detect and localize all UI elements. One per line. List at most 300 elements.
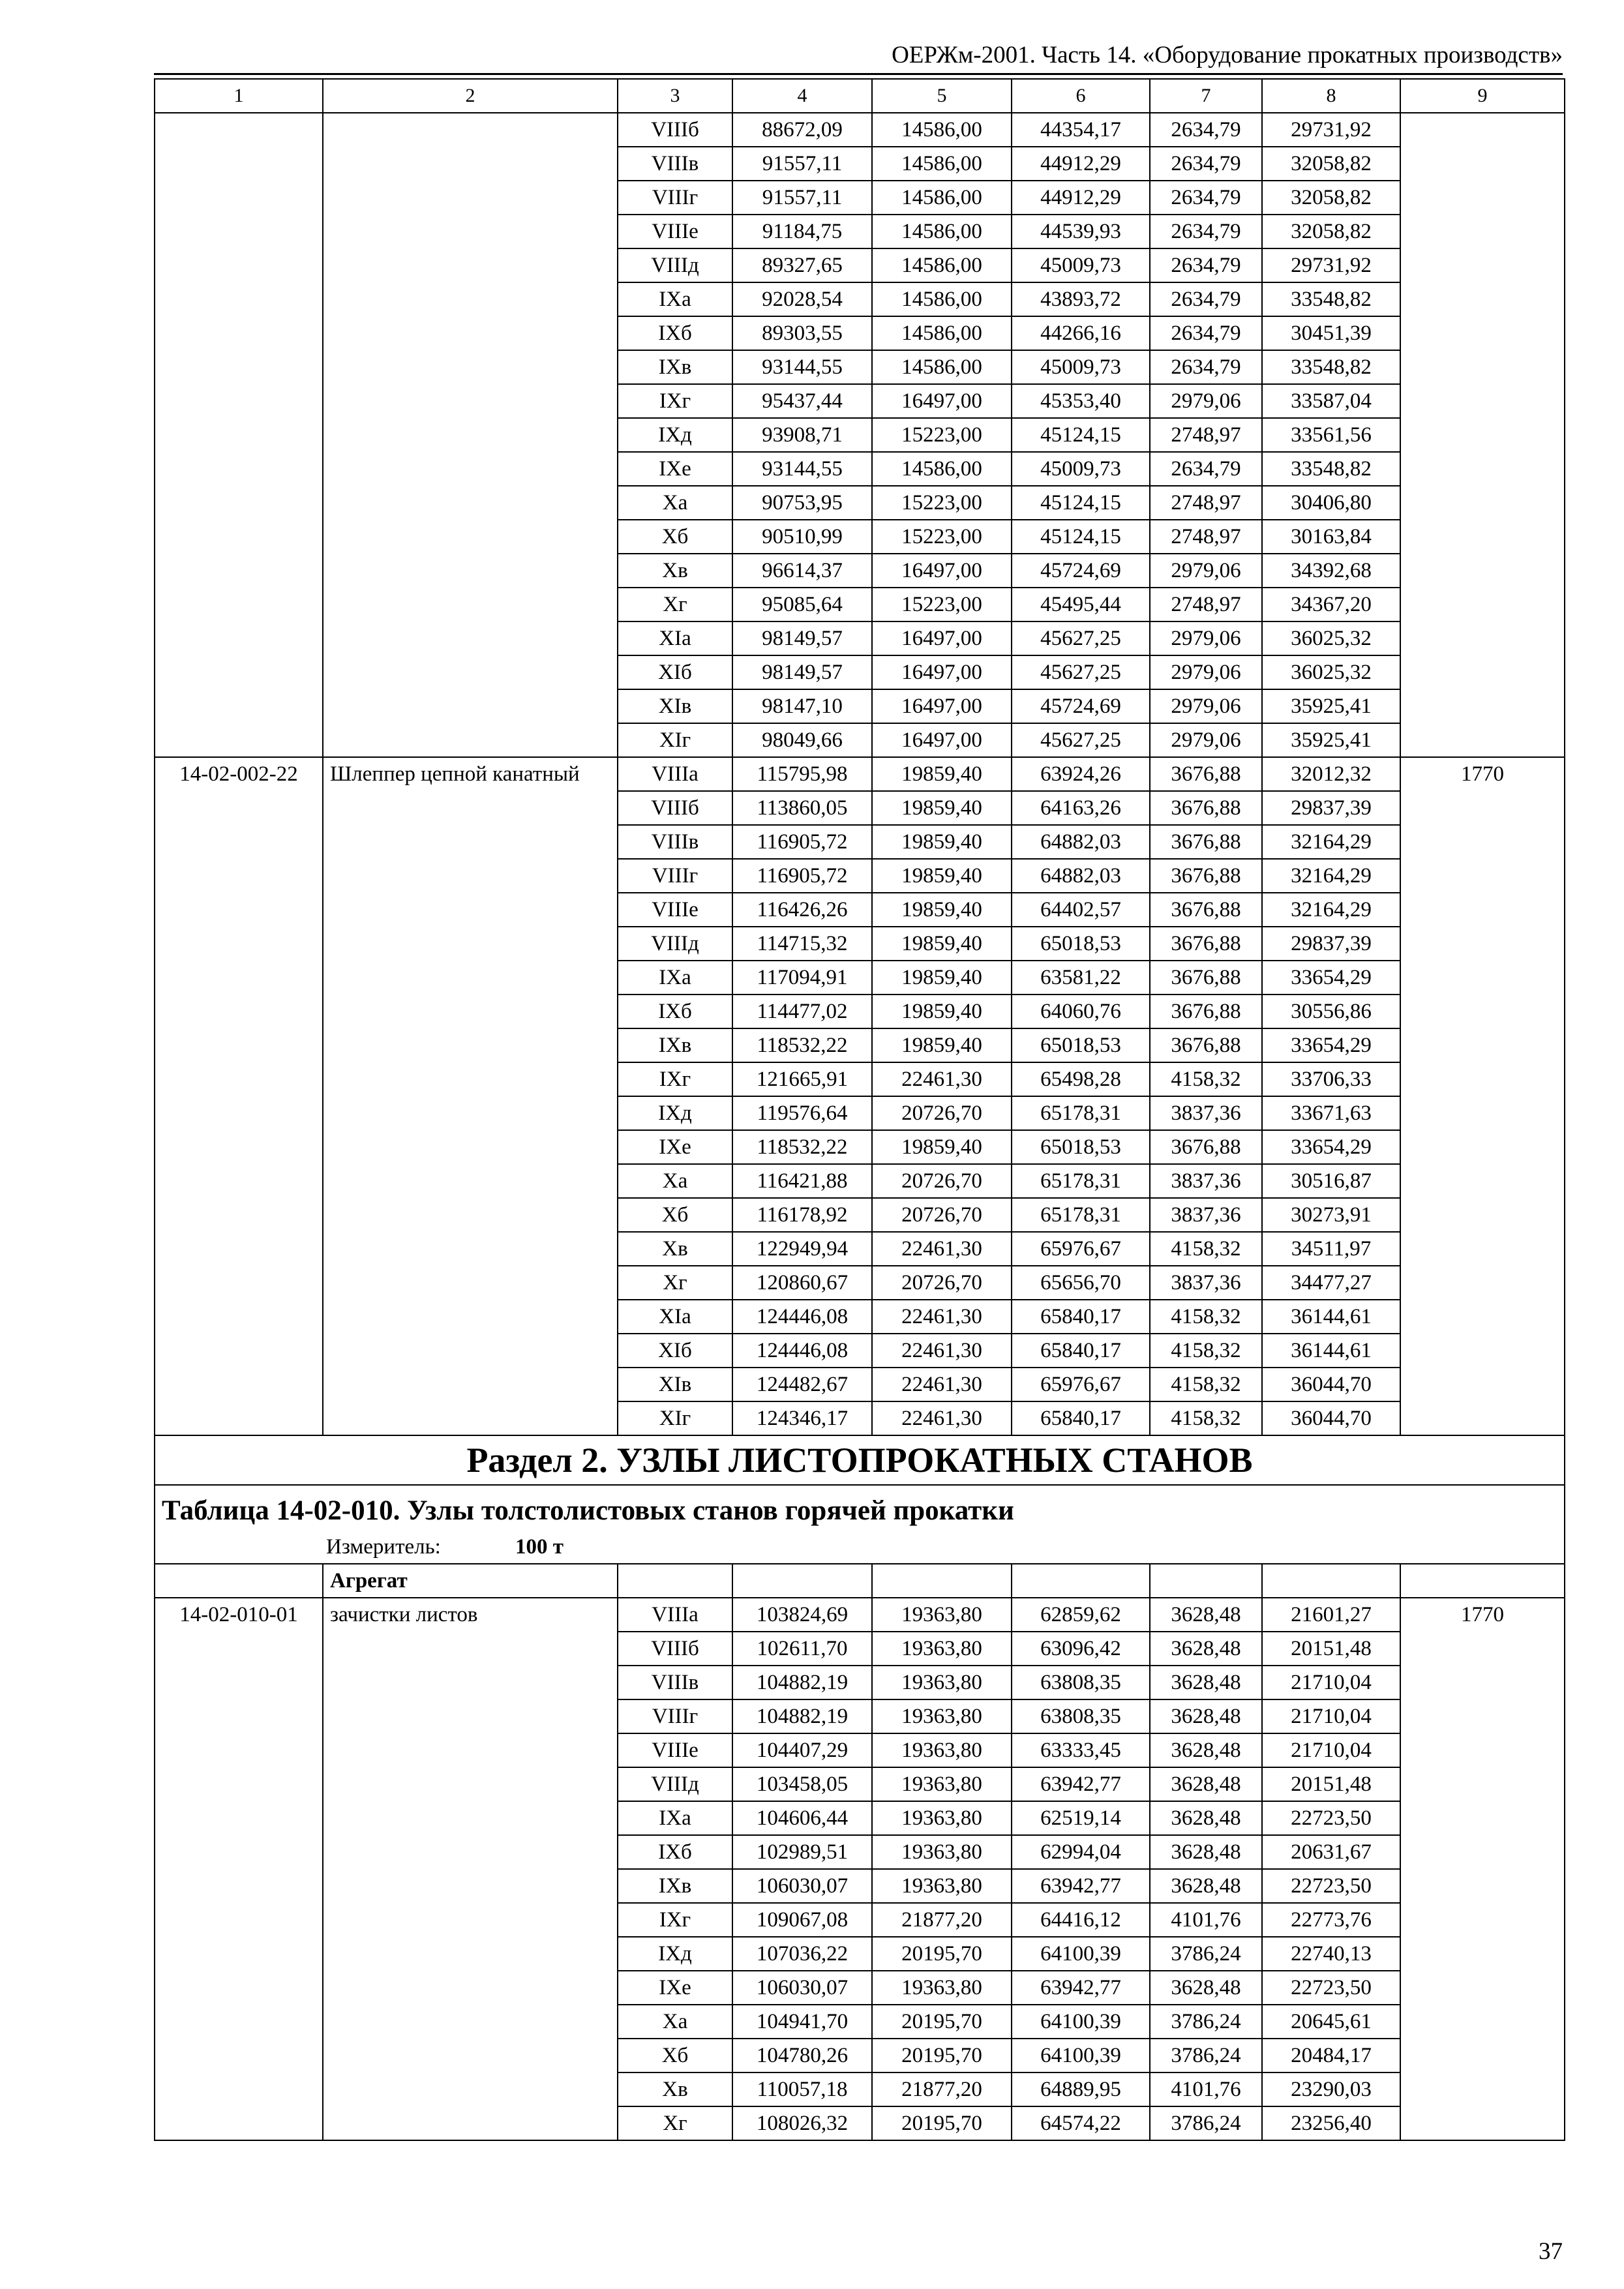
cost-value: 106030,07	[732, 1971, 872, 2005]
cost-value: 3837,36	[1150, 1266, 1262, 1300]
cost-value: 14586,00	[872, 181, 1012, 215]
cost-value: 36144,61	[1262, 1334, 1400, 1368]
page-number: 37	[1539, 2238, 1563, 2265]
cost-value: 33654,29	[1262, 961, 1400, 995]
cost-value: 36144,61	[1262, 1300, 1400, 1334]
cost-value: 45627,25	[1012, 655, 1150, 689]
cost-value: 3676,88	[1150, 791, 1262, 825]
cost-value: 107036,22	[732, 1937, 872, 1971]
cost-value: 117094,91	[732, 961, 872, 995]
cost-value: 3786,24	[1150, 2005, 1262, 2039]
price-zone: Xв	[618, 2072, 732, 2106]
item-code: 14-02-002-22	[155, 757, 323, 1435]
measure-value: 100 т	[515, 1535, 564, 1559]
cost-value: 92028,54	[732, 282, 872, 316]
table-row	[155, 113, 1565, 147]
cost-value: 115795,98	[732, 757, 872, 791]
cost-value: 65018,53	[1012, 927, 1150, 961]
cost-value: 19859,40	[872, 893, 1012, 927]
group-empty-cell	[872, 1564, 1012, 1598]
cost-value: 36044,70	[1262, 1401, 1400, 1435]
cost-value: 2634,79	[1150, 316, 1262, 350]
price-zone: Xa	[618, 2005, 732, 2039]
item-code	[155, 113, 323, 757]
cost-value: 109067,08	[732, 1903, 872, 1937]
norm-value: 1770	[1400, 1598, 1565, 2140]
cost-value: 20151,48	[1262, 1767, 1400, 1801]
price-zone: Xг	[618, 2106, 732, 2140]
cost-value: 20726,70	[872, 1198, 1012, 1232]
cost-value: 20631,67	[1262, 1835, 1400, 1869]
cost-value: 45724,69	[1012, 554, 1150, 588]
cost-value: 19363,80	[872, 1598, 1012, 1632]
price-zone: IXв	[618, 350, 732, 384]
column-number: 4	[732, 79, 872, 113]
cost-value: 33587,04	[1262, 384, 1400, 418]
cost-value: 62519,14	[1012, 1801, 1150, 1835]
cost-value: 19859,40	[872, 1130, 1012, 1164]
group-row	[155, 1564, 1565, 1598]
cost-value: 34392,68	[1262, 554, 1400, 588]
cost-value: 4101,76	[1150, 2072, 1262, 2106]
cost-value: 103824,69	[732, 1598, 872, 1632]
cost-value: 2634,79	[1150, 248, 1262, 282]
cost-value: 33548,82	[1262, 452, 1400, 486]
cost-value: 43893,72	[1012, 282, 1150, 316]
cost-value: 30451,39	[1262, 316, 1400, 350]
price-zone: IXв	[618, 1869, 732, 1903]
cost-value: 63942,77	[1012, 1767, 1150, 1801]
cost-value: 3837,36	[1150, 1096, 1262, 1130]
cost-value: 4158,32	[1150, 1334, 1262, 1368]
cost-value: 14586,00	[872, 147, 1012, 181]
cost-value: 2979,06	[1150, 655, 1262, 689]
cost-value: 2979,06	[1150, 689, 1262, 723]
cost-value: 3676,88	[1150, 859, 1262, 893]
header-rule	[154, 73, 1563, 75]
cost-value: 32058,82	[1262, 181, 1400, 215]
cost-value: 64163,26	[1012, 791, 1150, 825]
cost-value: 34511,97	[1262, 1232, 1400, 1266]
cost-value: 29731,92	[1262, 113, 1400, 147]
cost-value: 44539,93	[1012, 215, 1150, 248]
cost-value: 3786,24	[1150, 2039, 1262, 2072]
item-name: зачистки листов	[323, 1598, 618, 2140]
cost-value: 4158,32	[1150, 1062, 1262, 1096]
price-zone: IXa	[618, 961, 732, 995]
cost-value: 19859,40	[872, 859, 1012, 893]
price-zone: IXa	[618, 282, 732, 316]
cost-value: 19363,80	[872, 1767, 1012, 1801]
cost-value: 116421,88	[732, 1164, 872, 1198]
table-title-row	[155, 1485, 1565, 1531]
cost-value: 20151,48	[1262, 1632, 1400, 1666]
cost-value: 2979,06	[1150, 554, 1262, 588]
cost-value: 110057,18	[732, 2072, 872, 2106]
cost-value: 32164,29	[1262, 859, 1400, 893]
price-zone: Xг	[618, 1266, 732, 1300]
price-zone: XIг	[618, 1401, 732, 1435]
cost-value: 29837,39	[1262, 791, 1400, 825]
price-zone: VIIIв	[618, 825, 732, 859]
cost-value: 4158,32	[1150, 1232, 1262, 1266]
price-zone: Xa	[618, 1164, 732, 1198]
cost-value: 44354,17	[1012, 113, 1150, 147]
column-number-row	[155, 79, 1565, 113]
cost-value: 63333,45	[1012, 1733, 1150, 1767]
cost-value: 65840,17	[1012, 1300, 1150, 1334]
cost-value: 30273,91	[1262, 1198, 1400, 1232]
group-empty-cell	[1150, 1564, 1262, 1598]
group-empty-cell	[1400, 1564, 1565, 1598]
cost-value: 64416,12	[1012, 1903, 1150, 1937]
cost-value: 19363,80	[872, 1666, 1012, 1699]
cost-value: 19859,40	[872, 757, 1012, 791]
price-zone: IXe	[618, 452, 732, 486]
cost-value: 104882,19	[732, 1666, 872, 1699]
price-zone: VIIIe	[618, 1733, 732, 1767]
cost-value: 19859,40	[872, 927, 1012, 961]
cost-value: 64100,39	[1012, 2039, 1150, 2072]
cost-value: 32164,29	[1262, 825, 1400, 859]
norm-value: 1770	[1400, 757, 1565, 1435]
cost-value: 35925,41	[1262, 689, 1400, 723]
column-number: 9	[1400, 79, 1565, 113]
cost-value: 104407,29	[732, 1733, 872, 1767]
cost-value: 89303,55	[732, 316, 872, 350]
cost-value: 19363,80	[872, 1971, 1012, 2005]
cost-value: 20726,70	[872, 1096, 1012, 1130]
cost-value: 63096,42	[1012, 1632, 1150, 1666]
cost-value: 19363,80	[872, 1699, 1012, 1733]
cost-value: 2748,97	[1150, 520, 1262, 554]
item-code: 14-02-010-01	[155, 1598, 323, 2140]
cost-value: 29837,39	[1262, 927, 1400, 961]
cost-value: 63942,77	[1012, 1869, 1150, 1903]
price-zone: Xб	[618, 2039, 732, 2072]
cost-value: 62859,62	[1012, 1598, 1150, 1632]
cost-value: 45124,15	[1012, 486, 1150, 520]
cost-value: 4101,76	[1150, 1903, 1262, 1937]
cost-value: 22461,30	[872, 1334, 1012, 1368]
cost-value: 45124,15	[1012, 520, 1150, 554]
price-zone: XIб	[618, 1334, 732, 1368]
price-zone: XIв	[618, 689, 732, 723]
cost-value: 15223,00	[872, 418, 1012, 452]
price-zone: VIIIг	[618, 1699, 732, 1733]
cost-value: 14586,00	[872, 248, 1012, 282]
cost-value: 23256,40	[1262, 2106, 1400, 2140]
cost-value: 3628,48	[1150, 1598, 1262, 1632]
cost-value: 65498,28	[1012, 1062, 1150, 1096]
cost-value: 2748,97	[1150, 486, 1262, 520]
cost-value: 3837,36	[1150, 1164, 1262, 1198]
cost-value: 21601,27	[1262, 1598, 1400, 1632]
cost-value: 14586,00	[872, 452, 1012, 486]
cost-value: 64882,03	[1012, 825, 1150, 859]
cost-value: 2634,79	[1150, 282, 1262, 316]
cost-value: 19859,40	[872, 825, 1012, 859]
cost-value: 16497,00	[872, 723, 1012, 757]
cost-value: 30516,87	[1262, 1164, 1400, 1198]
cost-value: 121665,91	[732, 1062, 872, 1096]
cost-value: 65840,17	[1012, 1334, 1150, 1368]
cost-value: 19363,80	[872, 1869, 1012, 1903]
cost-value: 21710,04	[1262, 1699, 1400, 1733]
cost-value: 63808,35	[1012, 1666, 1150, 1699]
cost-value: 93144,55	[732, 350, 872, 384]
cost-value: 3628,48	[1150, 1699, 1262, 1733]
cost-value: 34367,20	[1262, 588, 1400, 621]
cost-value: 114715,32	[732, 927, 872, 961]
cost-value: 2979,06	[1150, 384, 1262, 418]
cost-value: 102989,51	[732, 1835, 872, 1869]
cost-value: 22740,13	[1262, 1937, 1400, 1971]
cost-value: 120860,67	[732, 1266, 872, 1300]
cost-value: 3628,48	[1150, 1869, 1262, 1903]
cost-value: 20645,61	[1262, 2005, 1400, 2039]
table-row	[155, 1598, 1565, 1632]
cost-value: 65656,70	[1012, 1266, 1150, 1300]
price-zone: IXд	[618, 1096, 732, 1130]
cost-value: 102611,70	[732, 1632, 872, 1666]
cost-value: 36025,32	[1262, 655, 1400, 689]
measure-label: Измеритель:	[326, 1535, 441, 1559]
cost-value: 104780,26	[732, 2039, 872, 2072]
cost-value: 33671,63	[1262, 1096, 1400, 1130]
cost-value: 20726,70	[872, 1164, 1012, 1198]
cost-value: 124446,08	[732, 1300, 872, 1334]
price-zone: VIIIa	[618, 757, 732, 791]
cost-value: 114477,02	[732, 995, 872, 1028]
cost-value: 65840,17	[1012, 1401, 1150, 1435]
cost-value: 3676,88	[1150, 927, 1262, 961]
price-zone: IXг	[618, 384, 732, 418]
price-zone: VIIIг	[618, 181, 732, 215]
price-zone: IXб	[618, 1835, 732, 1869]
cost-value: 22461,30	[872, 1062, 1012, 1096]
cost-value: 104882,19	[732, 1699, 872, 1733]
cost-value: 19859,40	[872, 791, 1012, 825]
price-zone: IXд	[618, 418, 732, 452]
column-number: 1	[155, 79, 323, 113]
cost-value: 14586,00	[872, 316, 1012, 350]
price-zone: IXa	[618, 1801, 732, 1835]
cost-value: 3628,48	[1150, 1971, 1262, 2005]
cost-value: 14586,00	[872, 282, 1012, 316]
price-zone: Xг	[618, 588, 732, 621]
cost-value: 33706,33	[1262, 1062, 1400, 1096]
cost-value: 16497,00	[872, 621, 1012, 655]
cost-value: 122949,94	[732, 1232, 872, 1266]
cost-value: 116905,72	[732, 859, 872, 893]
cost-value: 19859,40	[872, 995, 1012, 1028]
cost-value: 22461,30	[872, 1401, 1012, 1435]
cost-value: 4158,32	[1150, 1368, 1262, 1401]
cost-value: 90753,95	[732, 486, 872, 520]
measure-cell	[155, 1531, 1565, 1564]
cost-value: 3628,48	[1150, 1666, 1262, 1699]
cost-value: 64060,76	[1012, 995, 1150, 1028]
measure-row	[155, 1531, 1565, 1564]
cost-value: 45724,69	[1012, 689, 1150, 723]
group-code-empty	[155, 1564, 323, 1598]
cost-value: 2979,06	[1150, 723, 1262, 757]
cost-value: 64574,22	[1012, 2106, 1150, 2140]
cost-value: 20195,70	[872, 2005, 1012, 2039]
cost-value: 20726,70	[872, 1266, 1012, 1300]
cost-value: 124346,17	[732, 1401, 872, 1435]
price-zone: VIIIe	[618, 893, 732, 927]
cost-value: 22461,30	[872, 1300, 1012, 1334]
cost-value: 32164,29	[1262, 893, 1400, 927]
cost-value: 44912,29	[1012, 147, 1150, 181]
cost-value: 45124,15	[1012, 418, 1150, 452]
price-zone: VIIIд	[618, 1767, 732, 1801]
cost-value: 2748,97	[1150, 418, 1262, 452]
price-zone: VIIIб	[618, 113, 732, 147]
price-zone: VIIIe	[618, 215, 732, 248]
item-name	[323, 113, 618, 757]
cost-value: 4158,32	[1150, 1401, 1262, 1435]
cost-value: 63808,35	[1012, 1699, 1150, 1733]
cost-value: 45009,73	[1012, 452, 1150, 486]
cost-value: 16497,00	[872, 655, 1012, 689]
cost-value: 65018,53	[1012, 1130, 1150, 1164]
section-title: Раздел 2. УЗЛЫ ЛИСТОПРОКАТНЫХ СТАНОВ	[155, 1435, 1565, 1485]
cost-value: 91184,75	[732, 215, 872, 248]
cost-value: 116178,92	[732, 1198, 872, 1232]
cost-value: 34477,27	[1262, 1266, 1400, 1300]
price-zone: XIa	[618, 621, 732, 655]
cost-value: 19859,40	[872, 961, 1012, 995]
cost-value: 15223,00	[872, 588, 1012, 621]
cost-value: 19859,40	[872, 1028, 1012, 1062]
price-zone: IXв	[618, 1028, 732, 1062]
cost-value: 2634,79	[1150, 113, 1262, 147]
cost-value: 33548,82	[1262, 282, 1400, 316]
cost-value: 98147,10	[732, 689, 872, 723]
cost-value: 33654,29	[1262, 1130, 1400, 1164]
cost-value: 98049,66	[732, 723, 872, 757]
cost-value: 16497,00	[872, 554, 1012, 588]
price-zone: Xб	[618, 1198, 732, 1232]
cost-value: 19363,80	[872, 1801, 1012, 1835]
cost-value: 65018,53	[1012, 1028, 1150, 1062]
cost-value: 63942,77	[1012, 1971, 1150, 2005]
column-number: 7	[1150, 79, 1262, 113]
cost-value: 32012,32	[1262, 757, 1400, 791]
cost-value: 22723,50	[1262, 1801, 1400, 1835]
cost-value: 19363,80	[872, 1733, 1012, 1767]
cost-value: 108026,32	[732, 2106, 872, 2140]
cost-value: 36025,32	[1262, 621, 1400, 655]
cost-value: 3786,24	[1150, 1937, 1262, 1971]
price-zone: VIIIд	[618, 248, 732, 282]
cost-value: 3837,36	[1150, 1198, 1262, 1232]
cost-value: 44266,16	[1012, 316, 1150, 350]
cost-value: 14586,00	[872, 350, 1012, 384]
cost-value: 65178,31	[1012, 1096, 1150, 1130]
price-zone: IXг	[618, 1062, 732, 1096]
cost-value: 21710,04	[1262, 1666, 1400, 1699]
cost-value: 14586,00	[872, 113, 1012, 147]
cost-value: 3628,48	[1150, 1835, 1262, 1869]
cost-value: 21877,20	[872, 1903, 1012, 1937]
price-zone: IXг	[618, 1903, 732, 1937]
cost-value: 22461,30	[872, 1232, 1012, 1266]
cost-value: 89327,65	[732, 248, 872, 282]
cost-value: 15223,00	[872, 520, 1012, 554]
cost-value: 45627,25	[1012, 723, 1150, 757]
item-name: Шлеппер цепной канатный	[323, 757, 618, 1435]
cost-value: 30163,84	[1262, 520, 1400, 554]
cost-value: 3628,48	[1150, 1767, 1262, 1801]
cost-value: 19363,80	[872, 1835, 1012, 1869]
cost-value: 116905,72	[732, 825, 872, 859]
cost-value: 64402,57	[1012, 893, 1150, 927]
cost-value: 2979,06	[1150, 621, 1262, 655]
cost-value: 15223,00	[872, 486, 1012, 520]
cost-value: 16497,00	[872, 689, 1012, 723]
section-row	[155, 1435, 1565, 1485]
cost-value: 4158,32	[1150, 1300, 1262, 1334]
cost-value: 118532,22	[732, 1130, 872, 1164]
price-zone: VIIIг	[618, 859, 732, 893]
price-zone: VIIIa	[618, 1598, 732, 1632]
price-zone: VIIIд	[618, 927, 732, 961]
cost-value: 118532,22	[732, 1028, 872, 1062]
group-label: Агрегат	[323, 1564, 618, 1598]
cost-value: 33654,29	[1262, 1028, 1400, 1062]
cost-value: 45495,44	[1012, 588, 1150, 621]
cost-value: 65976,67	[1012, 1368, 1150, 1401]
column-number: 8	[1262, 79, 1400, 113]
cost-value: 2634,79	[1150, 215, 1262, 248]
cost-value: 33561,56	[1262, 418, 1400, 452]
column-number: 5	[872, 79, 1012, 113]
cost-value: 36044,70	[1262, 1368, 1400, 1401]
cost-value: 32058,82	[1262, 215, 1400, 248]
cost-value: 44912,29	[1012, 181, 1150, 215]
cost-value: 64100,39	[1012, 2005, 1150, 2039]
cost-value: 113860,05	[732, 791, 872, 825]
cost-value: 64882,03	[1012, 859, 1150, 893]
price-zone: IXб	[618, 316, 732, 350]
cost-value: 2634,79	[1150, 181, 1262, 215]
norm-value	[1400, 113, 1565, 757]
cost-value: 3676,88	[1150, 1028, 1262, 1062]
group-empty-cell	[1262, 1564, 1400, 1598]
cost-value: 91557,11	[732, 181, 872, 215]
price-zone: IXe	[618, 1971, 732, 2005]
cost-value: 93908,71	[732, 418, 872, 452]
running-header: ОЕРЖм-2001. Часть 14. «Оборудование прокатных производств»	[892, 42, 1563, 68]
cost-value: 3786,24	[1150, 2106, 1262, 2140]
cost-value: 93144,55	[732, 452, 872, 486]
cost-value: 3676,88	[1150, 893, 1262, 927]
cost-value: 63581,22	[1012, 961, 1150, 995]
cost-value: 22723,50	[1262, 1971, 1400, 2005]
cost-value: 2634,79	[1150, 452, 1262, 486]
cost-value: 35925,41	[1262, 723, 1400, 757]
cost-value: 30556,86	[1262, 995, 1400, 1028]
cost-value: 19363,80	[872, 1632, 1012, 1666]
cost-value: 32058,82	[1262, 147, 1400, 181]
cost-value: 88672,09	[732, 113, 872, 147]
cost-value: 95085,64	[732, 588, 872, 621]
cost-value: 45627,25	[1012, 621, 1150, 655]
